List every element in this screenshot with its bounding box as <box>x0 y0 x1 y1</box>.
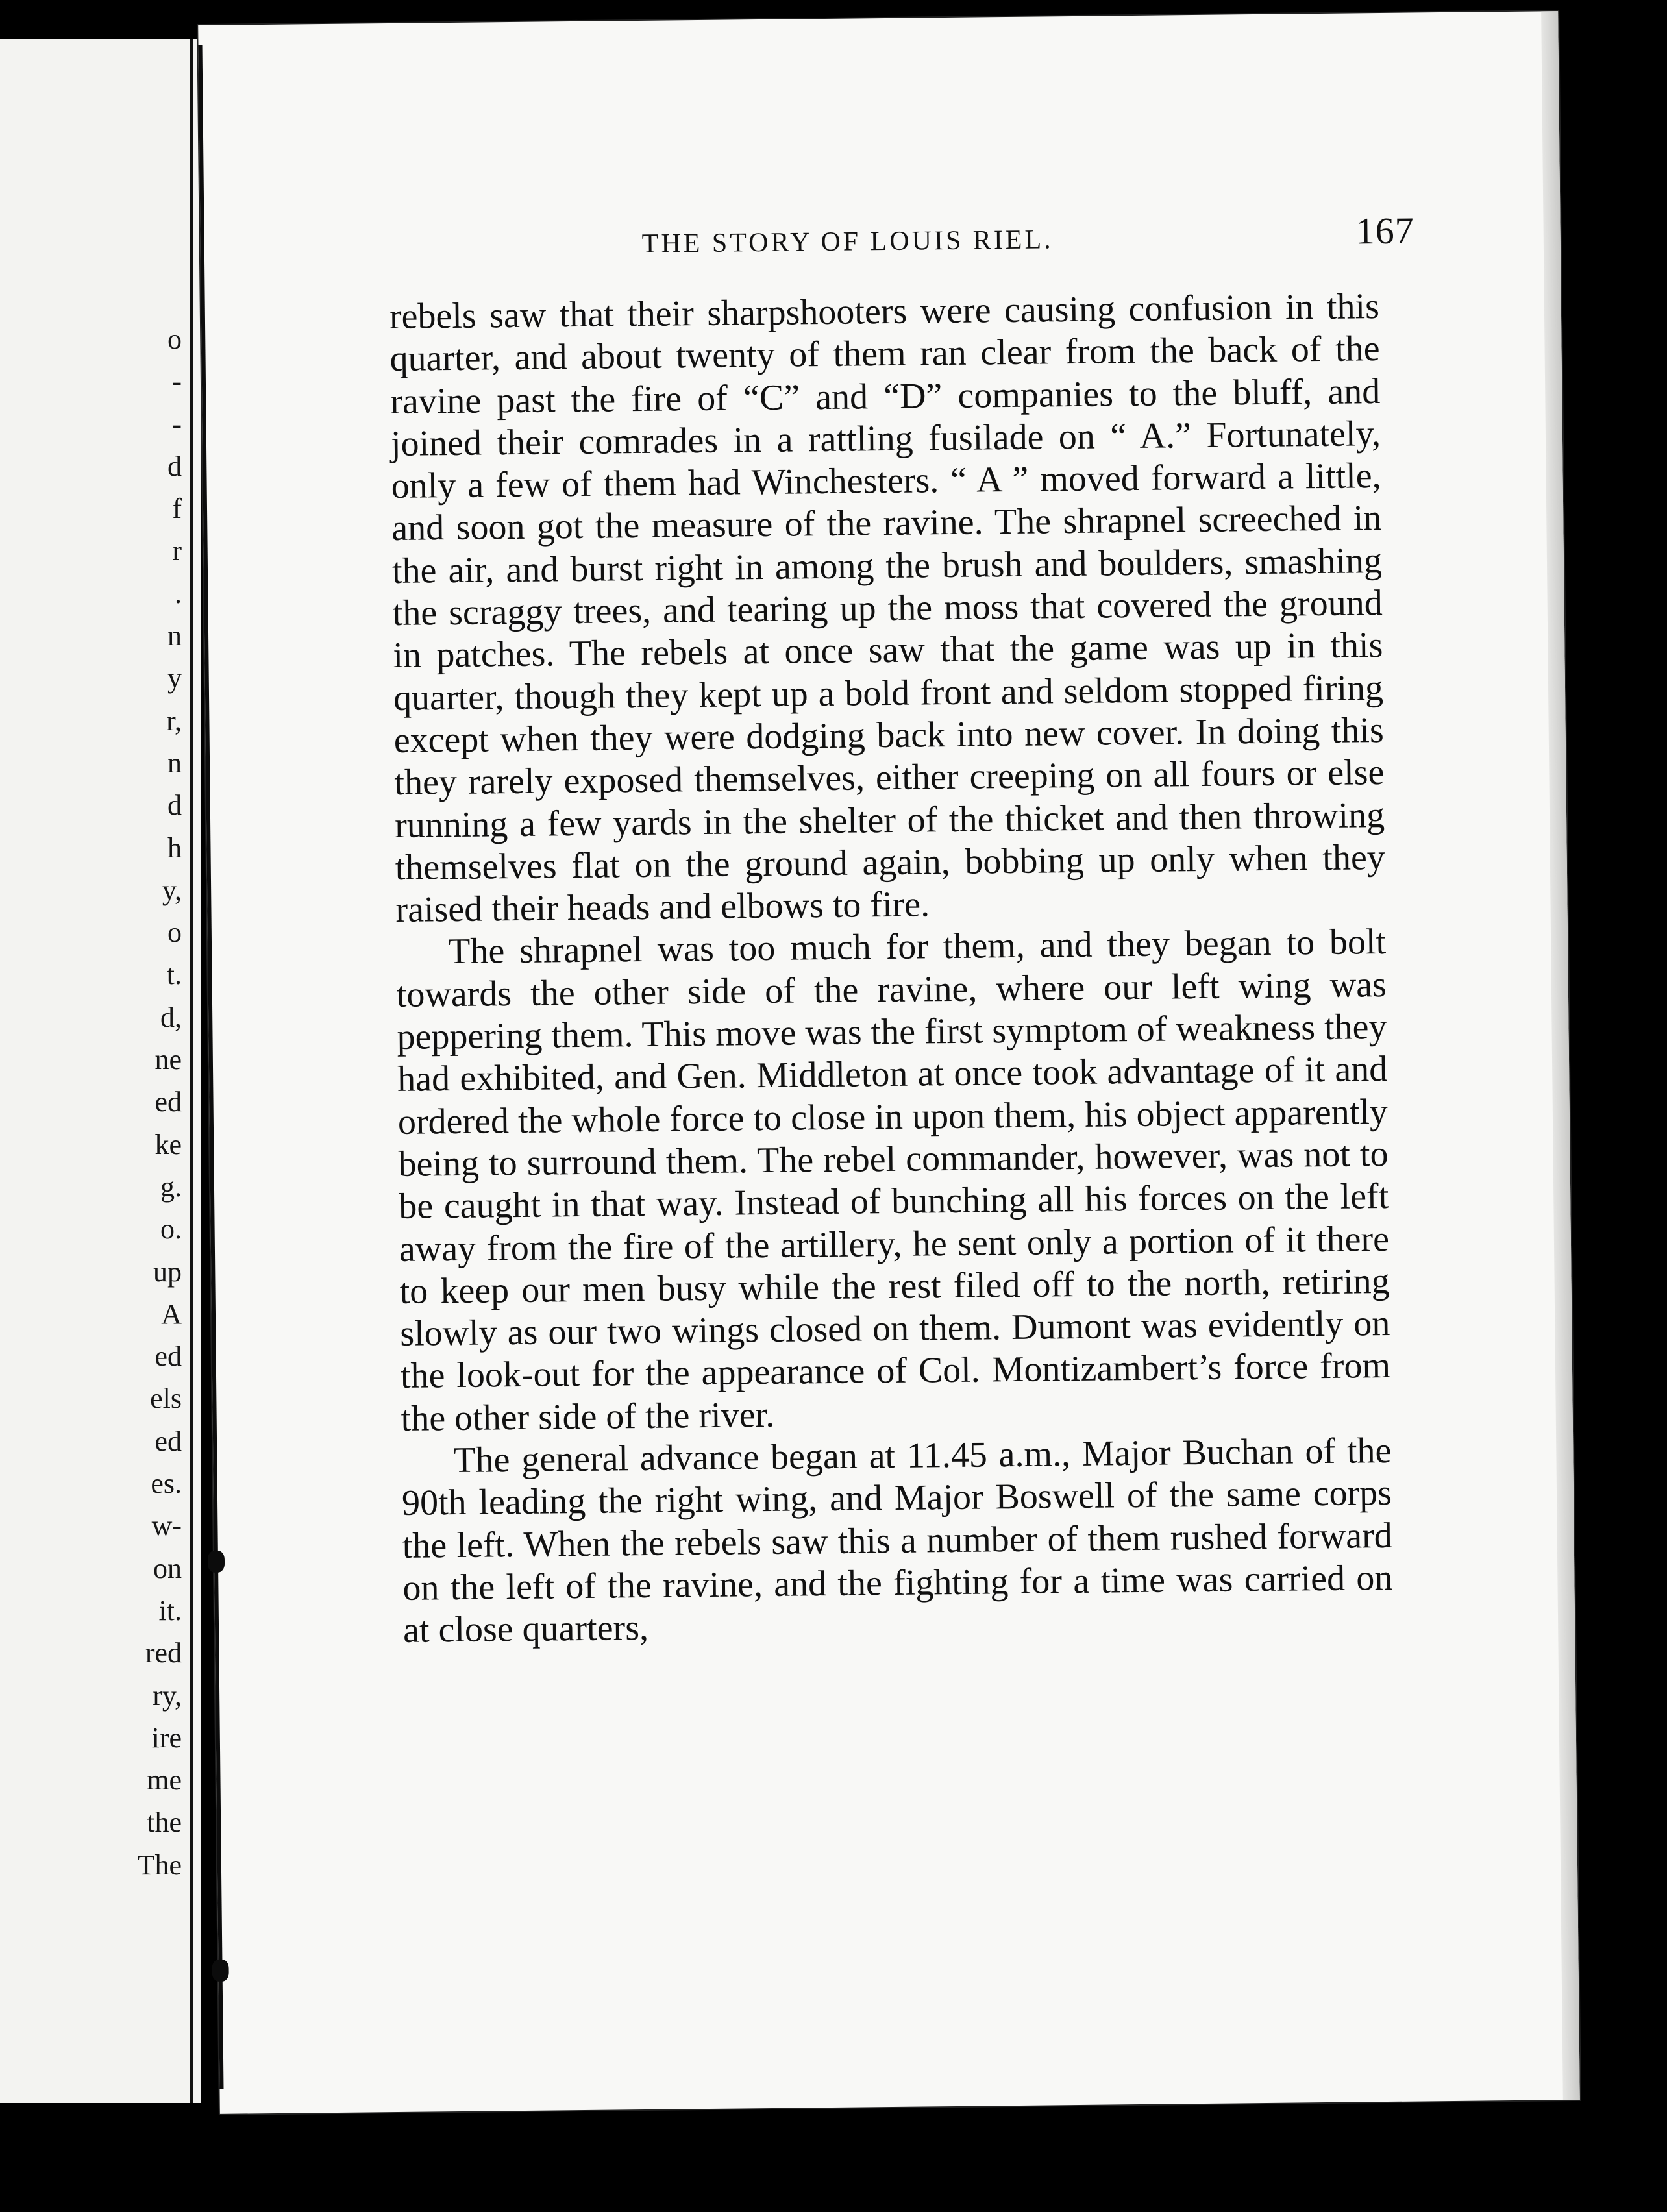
line-fragment: the <box>147 1806 182 1839</box>
line-fragment: - <box>172 408 182 440</box>
paragraph: The shrapnel was too much for them, and they began to bolt towards the other side of the ravine, where our left wing was peppering them. This move was the first symptom of weakness they had exhibited, and Gen. Middleton at once took advantage of it and ordered the whole force to close in upon them, his object apparently being to surround them. The rebel commander, however, was not to be caught in that way. Instead of bunching all his forces on the left away from the fire of the artillery, he sent only a portion of it there to keep our men busy while the rest filed off to the north, retiring slowly as our two wings closed on them. Dumont was evidently on the look-out for the appearance of Col. Montizambert’s force from the other side of the river. <box>396 922 1391 1439</box>
line-fragment: ed <box>154 1086 182 1118</box>
line-fragment: els <box>150 1382 182 1415</box>
line-fragment: - <box>172 365 182 398</box>
line-fragment: ed <box>154 1340 182 1373</box>
line-fragment: ire <box>151 1721 182 1754</box>
paragraph-continued: rebels saw that their sharpshooters were causing confusion in this quarter, and about twenty of them ran clear from the back of the ravine past the fire of “C” and “D” companies to the bluff, and joined their comrades in a rattling fusilade on “ A.” Fortunately, only a few of them had Winchesters. “ A ” moved forward a little, and soon got the measure of the ravine. The shrapnel screeched in the air, and burst right in among the brush and boulders, smashing the scraggy trees, and tearing up the moss that covered the ground in patches. The rebels at once saw that the game was up in this quarter, though they kept up a bold front and seldom stopped firing except when they were dodging back into new cover. In doing this they rarely exposed themselves, either creeping on all fours or else running a few yards in the shelter of the thicket and then throwing themselves flat on the ground again, bobbing up only when they raised their heads and elbows to fire. <box>389 286 1386 931</box>
line-fragment: ke <box>154 1128 182 1161</box>
paragraph: The general advance began at 11.45 a.m., Major Buchan of the 90th leading the right wing, and Major Boswell of the same corps the left. When the rebels saw this a number of them rushed forward on the left of the ravine, and the fighting for a time was carried on at close quarters, <box>401 1430 1393 1651</box>
line-fragment: r, <box>166 704 182 737</box>
line-fragment: d <box>167 789 182 822</box>
running-head <box>641 209 1550 259</box>
line-fragment: ne <box>154 1044 182 1076</box>
line-fragment: d <box>167 450 182 482</box>
body-text <box>389 286 1394 1652</box>
line-fragment: me <box>147 1764 182 1797</box>
line-fragment: n <box>167 746 182 779</box>
gutter-binding-line <box>199 45 224 2089</box>
book-page <box>198 11 1580 2114</box>
line-fragment: y <box>167 662 182 694</box>
line-fragment: g. <box>160 1170 182 1203</box>
gutter-shadow <box>190 39 193 2103</box>
line-fragment: it. <box>158 1594 182 1627</box>
previous-page-line-endings <box>0 318 182 1886</box>
line-fragment: . <box>175 577 182 609</box>
line-fragment: w- <box>151 1510 182 1542</box>
line-fragment: y, <box>162 874 182 906</box>
line-fragment: A <box>161 1297 182 1330</box>
line-fragment: ed <box>154 1425 182 1457</box>
page-edge <box>1541 11 1580 2100</box>
line-fragment: o. <box>160 1213 182 1246</box>
line-fragment: up <box>153 1255 182 1288</box>
line-fragment: ry, <box>153 1679 182 1712</box>
line-fragment: n <box>167 620 182 652</box>
line-fragment: o <box>167 323 182 355</box>
line-fragment: d, <box>160 1001 182 1033</box>
line-fragment: t. <box>166 959 182 991</box>
line-fragment: r <box>172 535 182 567</box>
binding-stitch <box>212 1960 228 1982</box>
page-number: 167 <box>1355 209 1414 252</box>
line-fragment: o <box>167 916 182 949</box>
binding-stitch <box>208 1551 225 1573</box>
line-fragment: The <box>137 1849 182 1881</box>
previous-page-fragment <box>0 39 201 2103</box>
line-fragment: on <box>153 1552 182 1584</box>
line-fragment: f <box>172 493 182 525</box>
line-fragment: h <box>167 831 182 864</box>
running-head-title: THE STORY OF LOUIS RIEL. <box>641 225 1054 259</box>
line-fragment: red <box>145 1637 182 1669</box>
line-fragment: es. <box>151 1468 182 1500</box>
